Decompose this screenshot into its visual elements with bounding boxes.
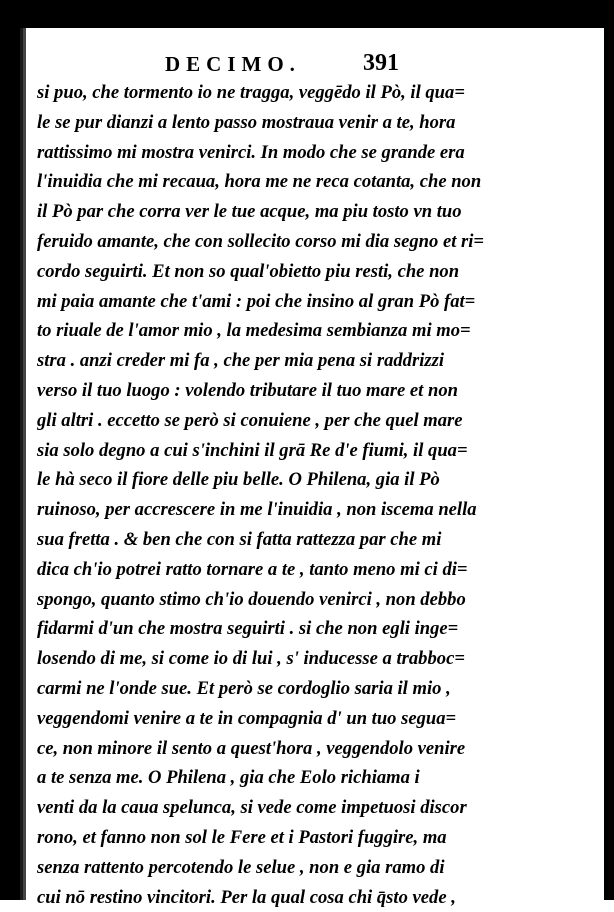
text-line: ce, non minore il sento a quest'hora , veggendolo venire [37, 737, 466, 759]
text-line: rono, et fanno non sol le Fere et i Pastori fuggire, ma [37, 826, 447, 848]
text-line: fidarmi d'un che mostra seguirti . si che non egli inge= [37, 618, 459, 640]
book-page [20, 28, 604, 908]
text-line: feruido amante, che con sollecito corso mi dia segno et ri= [37, 230, 485, 252]
text-line: verso il tuo luogo : volendo tributare il tuo mare et non [37, 379, 458, 401]
text-line: veggendomi venire a te in compagnia d' un tuo segua= [37, 707, 457, 729]
body-text [37, 78, 597, 912]
text-line: losendo di me, si come io di lui , s' inducesse a trabboc= [37, 648, 465, 670]
page-fold-shadow [23, 28, 26, 900]
text-line: ruinoso, per accrescere in me l'inuidia , non iscema nella [37, 499, 477, 521]
text-line: sia solo degno a cui s'inchini il grā Re d'e fiumi, il qua= [37, 439, 468, 461]
text-line: cui nō restino vincitori. Per la qual cosa chi q̄sto vede , [37, 886, 456, 908]
text-line: l'inuidia che mi recaua, hora me ne reca cotanta, che non [37, 171, 482, 193]
text-line: cordo seguirti. Et non so qual'obietto piu resti, che non [37, 260, 460, 282]
text-line: venti da la caua spelunca, si vede come impetuosi discor [37, 797, 467, 819]
text-line: si puo, che tormento io ne tragga, veggēdo il Pò, il qua= [37, 82, 465, 103]
text-line: senza rattento percotendo le selue , non e gia ramo di [37, 856, 445, 878]
text-line: stra . anzi creder mi fa , che per mia pena si raddrizzi [37, 350, 445, 372]
text-line: carmi ne l'onde sue. Et però se cordoglio saria il mio , [37, 677, 451, 699]
text-line: il Pò par che corra ver le tue acque, ma piu tosto vn tuo [37, 201, 462, 223]
text-line: rattissimo mi mostra venirci. In modo che se grande era [37, 141, 465, 163]
text-line: sua fretta . & ben che con si fatta rattezza par che mi [37, 528, 442, 550]
text-line: le se pur dianzi a lento passo mostraua venir a te, hora [37, 111, 456, 133]
page-number: 391 [363, 50, 399, 76]
text-line: spongo, quanto stimo ch'io douendo venirci , non debbo [37, 588, 466, 610]
text-line: dica ch'io potrei ratto tornare a te , tanto meno mi ci di= [37, 558, 468, 580]
text-line: mi paia amante che t'ami : poi che insino al gran Pò fat= [37, 290, 476, 312]
text-line: to riuale de l'amor mio , la medesima sembianza mi mo= [37, 320, 471, 342]
text-line: a te senza me. O Philena , gia che Eolo richiama i [37, 767, 420, 789]
scan-edge-top [0, 0, 614, 30]
scan-edge-left [0, 0, 20, 900]
text-line: le hà seco il fiore delle piu belle. O Philena, gia il Pò [37, 469, 440, 491]
running-head: DECIMO. [165, 52, 301, 76]
scan-edge-right [604, 0, 614, 900]
text-line: gli altri . eccetto se però si conuiene , per che quel mare [37, 409, 463, 431]
